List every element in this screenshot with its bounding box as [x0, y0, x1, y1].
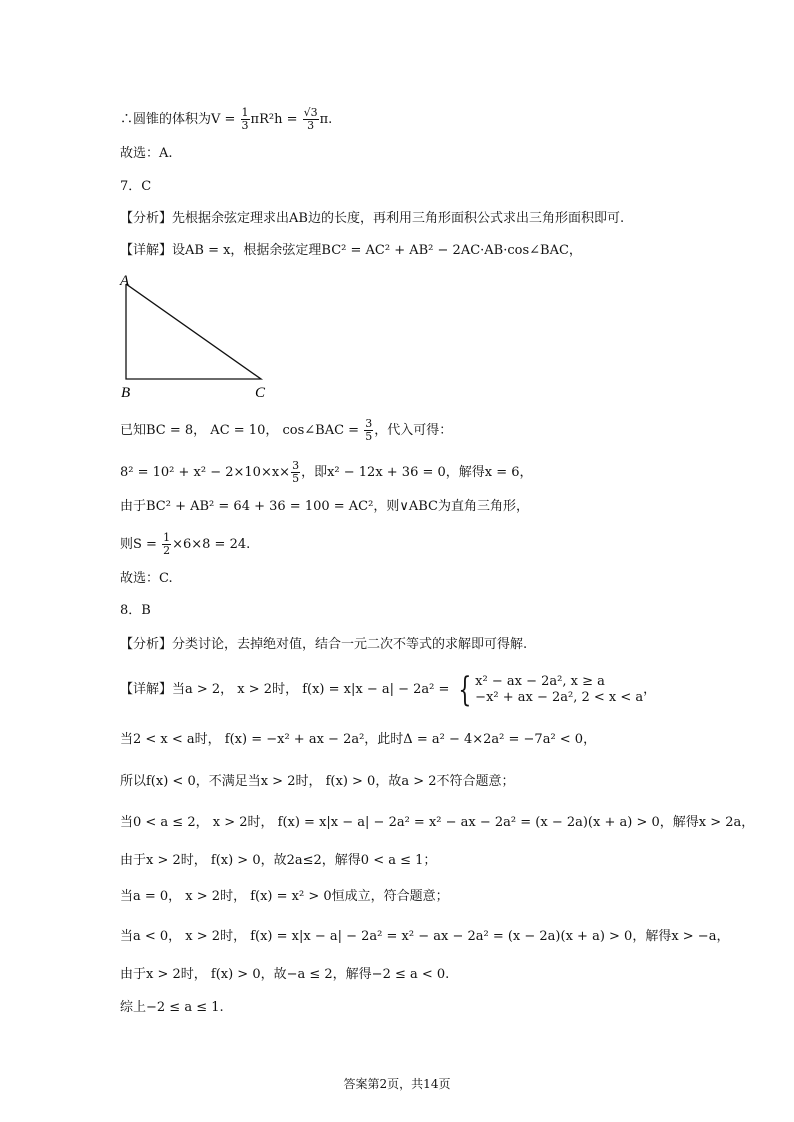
q8-case-0-a-2-result: 由于x > 2时， f(x) > 0，故2a≤2，解得0 < a ≤ 1； — [120, 853, 437, 868]
q8-case-2-x-a: 当2 < x < a时， f(x) = −x² + ax − 2a²，此时Δ = a² − 4×2a² = −7a² < 0， — [120, 732, 597, 747]
fraction-one-half: $\frac{1}{2}$ — [163, 531, 171, 557]
fraction-one-third: $\frac{1}{3}$ — [241, 106, 249, 132]
fraction-root3-over-3: $\frac{√3}{3}$ — [303, 106, 318, 132]
q8-analysis: 【分析】分类讨论，去掉绝对值，结合一元二次不等式的求解即可得解. — [120, 637, 528, 652]
triangle-abc — [126, 284, 261, 379]
vertex-label-b: B — [121, 385, 131, 401]
q7-analysis: 【分析】先根据余弦定理求出AB边的长度，再利用三角形面积公式求出三角形面积即可. — [120, 211, 625, 226]
triangle-figure — [115, 270, 275, 402]
volume-line: ∴圆锥的体积为V = $\frac{1}{3}$ πR²h = $\frac{√3}{3}$ π. — [120, 106, 333, 132]
q8-detail-piecewise: 【详解】当a > 2， x > 2时， f(x) = x|x − a| − 2a² = { x² − ax − 2a², x ≥ a −x² + ax − 2a², 2 < x < a ， — [120, 669, 657, 710]
page-footer: 答案第2页，共14页 — [343, 1077, 451, 1091]
q7-area: 则S = $\frac{1}{2}$ ×6×8 = 24. — [120, 531, 251, 557]
q7-given: 已知BC = 8， AC = 10， cos∠BAC = $\frac{3}{5}$ ，代入可得： — [120, 417, 453, 443]
question-8-heading: 8．B — [120, 603, 151, 618]
answer-6: 故选：A. — [120, 146, 173, 161]
vertex-label-a: A — [120, 273, 130, 289]
q8-case-a-lt-0: 当a < 0， x > 2时， f(x) = x|x − a| − 2a² = x² − ax − 2a² = (x − 2a)(x + a) > 0，解得x > −a， — [120, 929, 730, 944]
q7-equation: 8² = 10² + x² − 2×10×x× $\frac{3}{5}$ ，即x² − 12x + 36 = 0，解得x = 6， — [120, 459, 533, 485]
q7-detail: 【详解】设AB = x，根据余弦定理BC² = AC² + AB² − 2AC·AB·cos∠BAC， — [120, 243, 582, 258]
q8-case-a-lt-0-result: 由于x > 2时， f(x) > 0，故−a ≤ 2，解得−2 ≤ a < 0. — [120, 967, 450, 982]
q7-right-triangle: 由于BC² + AB² = 64 + 36 = 100 = AC²，则∨ABC为直角三角形， — [120, 499, 529, 514]
piecewise-brace: { x² − ax − 2a², x ≥ a −x² + ax − 2a², 2 < x < a — [457, 669, 644, 710]
q8-case-a-gt-2: 所以f(x) < 0，不满足当x > 2时， f(x) > 0，故a > 2不符合题意； — [120, 774, 515, 789]
fraction-three-fifths-2: $\frac{3}{5}$ — [292, 459, 300, 485]
q8-case-0-a-2: 当0 < a ≤ 2， x > 2时， f(x) = x|x − a| − 2a² = x² − ax − 2a² = (x − 2a)(x + a) > 0，解得x > 2a， — [120, 815, 755, 830]
q8-conclusion: 综上−2 ≤ a ≤ 1. — [120, 1000, 224, 1015]
q8-case-a-0: 当a = 0， x > 2时， f(x) = x² > 0恒成立，符合题意； — [120, 889, 449, 904]
fraction-three-fifths: $\frac{3}{5}$ — [365, 417, 373, 443]
answer-7: 故选：C. — [120, 571, 173, 586]
question-7-heading: 7．C — [120, 179, 152, 194]
vertex-label-c: C — [255, 385, 266, 401]
